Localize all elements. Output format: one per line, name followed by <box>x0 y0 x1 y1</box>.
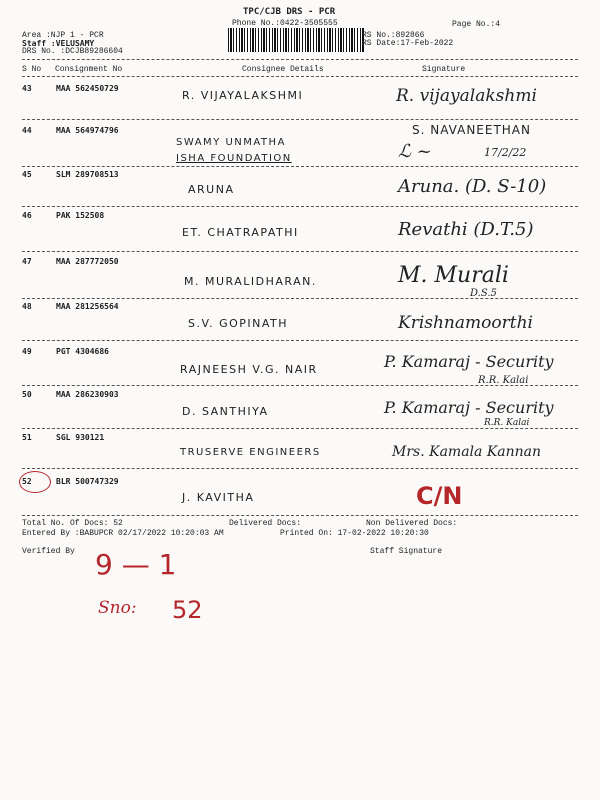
row-consignment: BLR 500747329 <box>56 477 119 486</box>
column-header-sno: S No <box>22 65 42 74</box>
row-signature: P. Kamaraj - Security <box>384 352 554 371</box>
row-signature-note: R.R. Kalai <box>478 375 529 386</box>
delivered-docs: Delivered Docs: <box>229 519 302 528</box>
row-divider <box>22 206 578 207</box>
row-signature: M. Murali <box>398 263 509 288</box>
row-consignment: MAA 286230903 <box>56 390 119 399</box>
row-consignment: MAA 562450729 <box>56 84 119 93</box>
row-consignee: J. KAVITHA <box>182 491 255 504</box>
column-header-consignment: Consignment No <box>55 65 123 74</box>
row-signature-date: 17/2/22 <box>484 146 527 159</box>
row-divider <box>22 468 578 469</box>
row-signature: R. vijayalakshmi <box>396 86 537 106</box>
row-signature: C/N <box>416 482 463 510</box>
phone-number: Phone No.:0422-3505555 <box>232 19 338 28</box>
row-sno: 52 <box>22 477 32 486</box>
column-header-consignee: Consignee Details <box>242 65 324 74</box>
row-divider <box>22 385 578 386</box>
verified-annotation: 9 — 1 <box>95 548 177 581</box>
row-consignee: R. VIJAYALAKSHMI <box>182 89 304 102</box>
row-signature: Revathi (D.T.5) <box>398 219 534 240</box>
row-divider <box>22 166 578 167</box>
row-consignee: ARUNA <box>188 183 235 196</box>
barcode <box>228 28 364 52</box>
row-consignee: SWAMY UNMATHA <box>176 137 286 148</box>
document-title: TPC/CJB DRS - PCR <box>243 7 336 17</box>
printed-on: Printed On: 17-02-2022 10:20:30 <box>280 529 429 538</box>
row-sno: 43 <box>22 84 32 93</box>
row-signature: Aruna. (D. S-10) <box>398 176 547 197</box>
row-consignee: TRUSERVE ENGINEERS <box>180 447 321 458</box>
page-number: Page No.:4 <box>452 20 501 29</box>
row-sno: 46 <box>22 211 32 220</box>
row-signature-note: R.R. Kalai <box>484 418 530 428</box>
entered-by: Entered By :BABUPCR 02/17/2022 10:20:03 AM <box>22 529 224 538</box>
divider <box>22 59 578 60</box>
row-consignment: MAA 287772050 <box>56 257 119 266</box>
row-consignee: D. SANTHIYA <box>182 405 269 418</box>
row-divider <box>22 119 578 120</box>
drs-number: DRS No. :DCJB89286604 <box>22 47 123 56</box>
row-signature: S. NAVANEETHAN <box>412 123 531 137</box>
row-divider <box>22 251 578 252</box>
row-consignee: S.V. GOPINATH <box>188 317 289 330</box>
row-signature: Mrs. Kamala Kannan <box>392 444 542 460</box>
divider <box>22 76 578 77</box>
row-sno: 51 <box>22 433 32 442</box>
rs-date: RS Date:17-Feb-2022 <box>362 39 454 48</box>
rs-number: RS No.:892866 <box>362 31 425 40</box>
staff-signature: Staff Signature <box>370 547 443 556</box>
area-label: Area :NJP 1 - PCR <box>22 31 104 40</box>
row-sno: 44 <box>22 126 32 135</box>
row-sno: 50 <box>22 390 32 399</box>
row-consignee: ET. CHATRAPATHI <box>182 226 299 239</box>
verified-by: Verified By <box>22 547 75 556</box>
non-delivered-docs: Non Delivered Docs: <box>366 519 458 528</box>
row-signature-note: D.S.5 <box>470 288 497 299</box>
row-consignment: PAK 152508 <box>56 211 105 220</box>
row-consignment: SLM 289708513 <box>56 170 119 179</box>
row-sno: 49 <box>22 347 32 356</box>
row-divider <box>22 515 578 516</box>
row-signature: Krishnamoorthi <box>398 313 533 333</box>
row-signature: P. Kamaraj - Security <box>384 398 554 417</box>
signature-scribble: ℒ ~ <box>398 141 432 162</box>
row-sno: 45 <box>22 170 32 179</box>
row-consignee-line2: ISHA FOUNDATION <box>176 153 292 164</box>
row-divider <box>22 298 578 299</box>
row-consignee: M. MURALIDHARAN. <box>184 275 317 288</box>
row-divider <box>22 340 578 341</box>
row-sno: 47 <box>22 257 32 266</box>
row-divider <box>22 428 578 429</box>
row-consignee: RAJNEESH V.G. NAIR <box>180 363 318 376</box>
row-consignment: MAA 564974796 <box>56 126 119 135</box>
total-docs: Total No. Of Docs: 52 <box>22 519 123 528</box>
row-consignment: SGL 930121 <box>56 433 105 442</box>
sno-annotation-label: Sno: <box>98 598 137 618</box>
staff-label: Staff :VELUSAMY <box>22 39 95 48</box>
column-header-signature: Signature <box>422 65 466 74</box>
row-consignment: PGT 4304686 <box>56 347 109 356</box>
sno-annotation-value: 52 <box>172 596 203 624</box>
row-sno: 48 <box>22 302 32 311</box>
row-consignment: MAA 281256564 <box>56 302 119 311</box>
